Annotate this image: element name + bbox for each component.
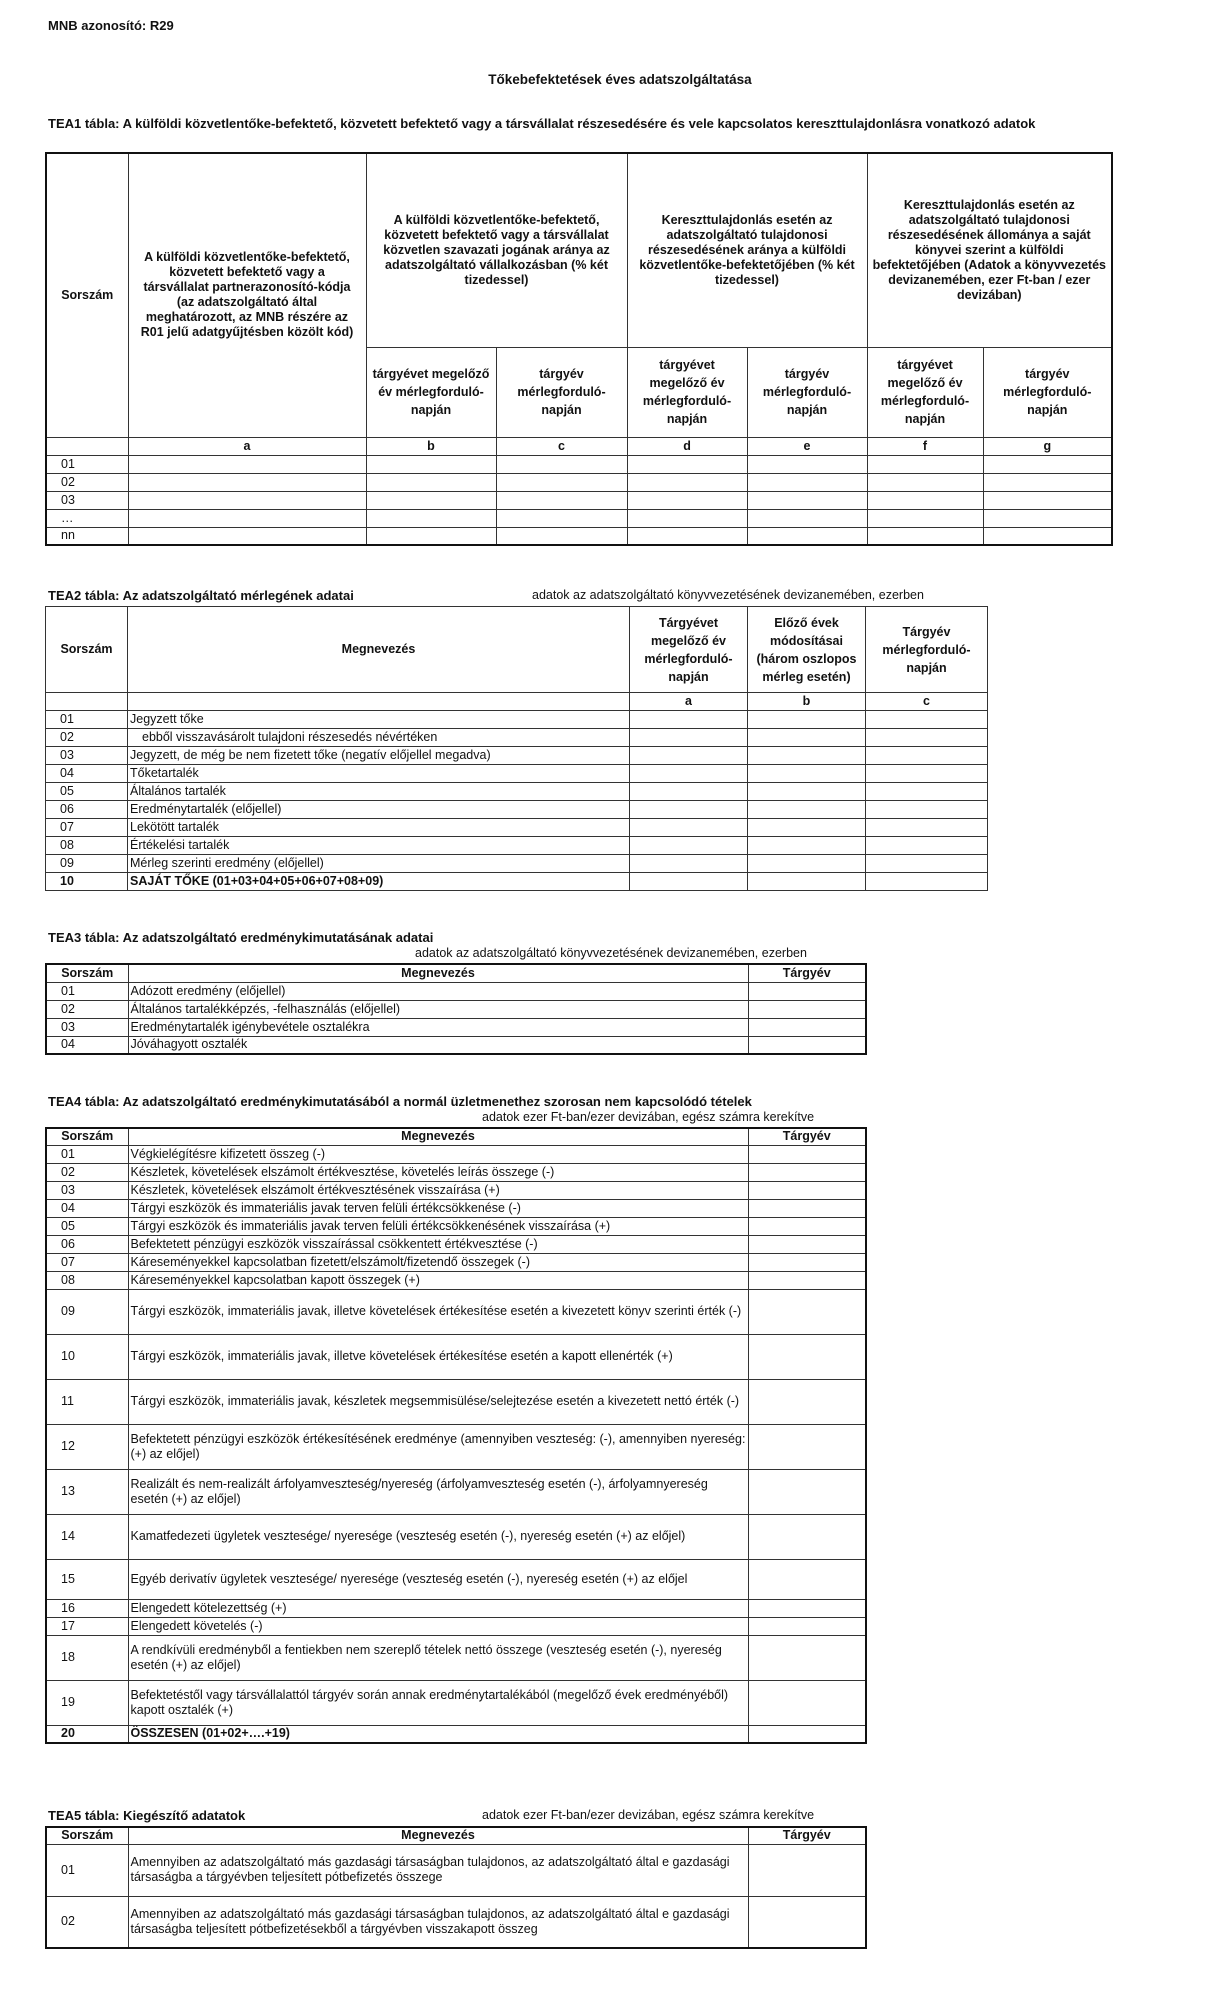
value-cell[interactable] — [866, 873, 988, 891]
cell[interactable] — [627, 509, 747, 527]
table-row — [46, 1000, 866, 1018]
row-label: Mérleg szerinti eredmény (előjellel) — [128, 855, 630, 873]
tea1-letter: a — [128, 437, 366, 455]
table-row — [46, 455, 1112, 473]
tea1-letter: e — [747, 437, 867, 455]
table-row — [46, 1271, 866, 1289]
tea1-sub-g: tárgyév mérlegforduló-napján — [983, 347, 1112, 437]
row-label: Jegyzett, de még be nem fizetett tőke (negatív előjellel megadva) — [128, 747, 630, 765]
table-row — [46, 1896, 866, 1948]
table-row — [46, 1680, 866, 1725]
value-cell[interactable] — [630, 783, 748, 801]
row-number: 09 — [46, 855, 128, 873]
row-label: Jegyzett tőke — [128, 711, 630, 729]
row-number: 09 — [46, 1289, 128, 1334]
table-row — [46, 491, 1112, 509]
row-number: 18 — [46, 1635, 128, 1680]
value-cell[interactable] — [748, 873, 866, 891]
value-cell[interactable] — [630, 837, 748, 855]
row-label: Eredménytartalék (előjellel) — [128, 801, 630, 819]
value-cell[interactable] — [748, 783, 866, 801]
tea2-letter: a — [630, 693, 748, 711]
table-row — [46, 1599, 866, 1617]
row-number: 04 — [46, 1199, 128, 1217]
row-label: Elengedett követelés (-) — [128, 1617, 748, 1635]
row-number: 07 — [46, 1253, 128, 1271]
tea1-sub-f: tárgyévet megelőző év mérlegforduló-napján — [867, 347, 983, 437]
row-label: Tárgyi eszközök, immateriális javak, készletek megsemmisülése/selejtezése esetén a kivezetett nettó érték (-) — [128, 1379, 748, 1424]
table-row — [46, 509, 1112, 527]
page-title: Tőkebefektetések éves adatszolgáltatása — [488, 72, 752, 87]
value-cell[interactable] — [748, 1253, 866, 1271]
tea4-table — [45, 1127, 867, 1744]
row-label: Tárgyi eszközök és immateriális javak terven felüli értékcsökkenése (-) — [128, 1199, 748, 1217]
row-number: 03 — [46, 1018, 128, 1036]
value-cell[interactable] — [748, 1018, 866, 1036]
value-cell[interactable] — [748, 1680, 866, 1725]
value-cell[interactable] — [748, 1559, 866, 1599]
row-number: 03 — [46, 1181, 128, 1199]
tea1-col-a-header: A külföldi közvetlentőke-befektető, közvetett befektető vagy a társvállalat partnerazonosító-kódja (az adatszolgáltató által meghatározott, az MNB részére az R01 jelű adatgyűjtésben közölt kód) — [128, 153, 366, 437]
tea2-note: adatok az adatszolgáltató könyvvezetésének devizanemében, ezerben — [532, 588, 924, 602]
cell[interactable] — [496, 455, 627, 473]
tea3-note: adatok az adatszolgáltató könyvvezetésének devizanemében, ezerben — [415, 946, 807, 960]
cell[interactable] — [747, 527, 867, 545]
cell[interactable] — [496, 527, 627, 545]
tea1-table — [45, 152, 1113, 546]
table-row — [46, 747, 988, 765]
tea4-sorszam-header: Sorszám — [46, 1128, 128, 1145]
row-number: 02 — [46, 1163, 128, 1181]
row-number: 11 — [46, 1379, 128, 1424]
value-cell[interactable] — [630, 819, 748, 837]
value-cell[interactable] — [748, 1844, 866, 1896]
value-cell[interactable] — [748, 1334, 866, 1379]
row-label: Befektetett pénzügyi eszközök visszaírással csökkentett értékvesztése (-) — [128, 1235, 748, 1253]
value-cell[interactable] — [748, 1000, 866, 1018]
value-cell[interactable] — [748, 1036, 866, 1054]
tea2-name-header: Megnevezés — [128, 607, 630, 693]
cell[interactable] — [983, 509, 1112, 527]
tea1-letter: d — [627, 437, 747, 455]
table-row — [46, 1181, 866, 1199]
value-cell[interactable] — [748, 1163, 866, 1181]
row-number: 12 — [46, 1424, 128, 1469]
mnb-id: MNB azonosító: R29 — [48, 18, 174, 33]
row-label: Lekötött tartalék — [128, 819, 630, 837]
row-label: Realizált és nem-realizált árfolyamveszteség/nyereség (árfolyamveszteség esetén (-), árfolyamnyereség esetén (+) az előjel) — [128, 1469, 748, 1514]
table-row — [46, 819, 988, 837]
row-number: 05 — [46, 783, 128, 801]
row-number: 01 — [46, 982, 128, 1000]
table-row — [46, 1334, 866, 1379]
tea5-value-header: Tárgyév — [748, 1827, 866, 1844]
row-number: 01 — [46, 455, 128, 473]
table-row — [46, 1559, 866, 1599]
row-label: Káreseményekkel kapcsolatban fizetett/elszámolt/fizetendő összegek (-) — [128, 1253, 748, 1271]
value-cell[interactable] — [866, 855, 988, 873]
tea2-table — [45, 606, 988, 891]
cell[interactable] — [627, 473, 747, 491]
value-cell[interactable] — [748, 1235, 866, 1253]
tea1-col-fg-header: Kereszttulajdonlás esetén az adatszolgáltató tulajdonosi részesedésének állománya a saját könyvei szerint a külföldi befektetőjében (Adatok a könyvvezetés devizanemében, ezer Ft-ban / ezer devizában) — [867, 153, 1112, 347]
row-number: 01 — [46, 711, 128, 729]
tea2-letter-blank — [46, 693, 128, 711]
tea4-name-header: Megnevezés — [128, 1128, 748, 1145]
row-label: Egyéb derivatív ügyletek vesztesége/ nyeresége (veszteség esetén (-), nyereség esetén (+) az előjel — [128, 1559, 748, 1599]
row-label: SAJÁT TŐKE (01+03+04+05+06+07+08+09) — [128, 873, 630, 891]
row-number: 15 — [46, 1559, 128, 1599]
row-label: Elengedett kötelezettség (+) — [128, 1599, 748, 1617]
row-label: Adózott eredmény (előjellel) — [128, 982, 748, 1000]
cell[interactable] — [366, 509, 496, 527]
row-number: 17 — [46, 1617, 128, 1635]
tea2-col-c-header: Tárgyév mérlegforduló-napján — [866, 607, 988, 693]
row-number: 14 — [46, 1514, 128, 1559]
tea5-name-header: Megnevezés — [128, 1827, 748, 1844]
tea1-sub-c: tárgyév mérlegforduló-napján — [496, 347, 627, 437]
value-cell[interactable] — [748, 1469, 866, 1514]
tea2-letter: c — [866, 693, 988, 711]
value-cell[interactable] — [748, 1217, 866, 1235]
table-row — [46, 855, 988, 873]
table-row — [46, 1145, 866, 1163]
table-row — [46, 1036, 866, 1054]
cell[interactable] — [983, 473, 1112, 491]
value-cell[interactable] — [748, 819, 866, 837]
tea3-name-header: Megnevezés — [128, 964, 748, 982]
value-cell[interactable] — [748, 1271, 866, 1289]
cell[interactable] — [867, 527, 983, 545]
value-cell[interactable] — [866, 711, 988, 729]
cell[interactable] — [867, 473, 983, 491]
cell[interactable] — [867, 509, 983, 527]
value-cell[interactable] — [748, 747, 866, 765]
row-number: 07 — [46, 819, 128, 837]
table-row — [46, 1514, 866, 1559]
row-label: Amennyiben az adatszolgáltató más gazdasági társaságban tulajdonos, az adatszolgáltató által e gazdasági társaságba a tárgyévben teljesített pótbefizetés összege — [128, 1844, 748, 1896]
row-number: 10 — [46, 873, 128, 891]
row-label: Általános tartalék — [128, 783, 630, 801]
cell[interactable] — [747, 509, 867, 527]
table-row — [46, 1217, 866, 1235]
cell[interactable] — [983, 455, 1112, 473]
tea1-col-bc-header: A külföldi közvetlentőke-befektető, közvetett befektető vagy a társvállalat közvetlen szavazati jogának aránya az adatszolgáltató vállalkozásban (% két tizedessel) — [366, 153, 627, 347]
table-row — [46, 765, 988, 783]
cell[interactable] — [496, 509, 627, 527]
row-number: 20 — [46, 1725, 128, 1743]
cell[interactable] — [128, 491, 366, 509]
value-cell[interactable] — [866, 837, 988, 855]
cell[interactable] — [366, 491, 496, 509]
row-label: Tárgyi eszközök, immateriális javak, illetve követelések értékesítése esetén a kivezetett könyv szerinti érték (-) — [128, 1289, 748, 1334]
cell[interactable] — [983, 491, 1112, 509]
tea2-letter-blank — [128, 693, 630, 711]
value-cell[interactable] — [748, 1199, 866, 1217]
value-cell[interactable] — [630, 801, 748, 819]
tea2-caption: TEA2 tábla: Az adatszolgáltató mérlegének adatai — [48, 588, 354, 603]
tea1-letter: b — [366, 437, 496, 455]
tea1-letter: f — [867, 437, 983, 455]
table-row — [46, 473, 1112, 491]
cell[interactable] — [366, 473, 496, 491]
tea5-caption: TEA5 tábla: Kiegészítő adatatok — [48, 1808, 246, 1823]
cell[interactable] — [867, 491, 983, 509]
cell[interactable] — [867, 455, 983, 473]
row-number: 13 — [46, 1469, 128, 1514]
row-label: Kamatfedezeti ügyletek vesztesége/ nyeresége (veszteség esetén (-), nyereség esetén (+) az előjel) — [128, 1514, 748, 1559]
tea1-col-de-header: Kereszttulajdonlás esetén az adatszolgáltató tulajdonosi részesedésének aránya a külföldi közvetlentőke-befektetőjében (% két tizedessel) — [627, 153, 867, 347]
row-label: ÖSSZESEN (01+02+….+19) — [128, 1725, 748, 1743]
row-label: Befektetéstől vagy társvállalattól tárgyév során annak eredménytartalékából (megelőző évek eredményéből) kapott osztalék (+) — [128, 1680, 748, 1725]
cell[interactable] — [627, 527, 747, 545]
table-row — [46, 1235, 866, 1253]
row-number: 01 — [46, 1844, 128, 1896]
value-cell[interactable] — [748, 1379, 866, 1424]
cell[interactable] — [366, 455, 496, 473]
value-cell[interactable] — [748, 765, 866, 783]
table-row — [46, 982, 866, 1000]
value-cell[interactable] — [748, 729, 866, 747]
tea4-caption: TEA4 tábla: Az adatszolgáltató eredménykimutatásából a normál üzletmenethez szorosan nem kapcsolódó tételek — [48, 1094, 752, 1109]
value-cell[interactable] — [630, 711, 748, 729]
value-cell[interactable] — [748, 837, 866, 855]
tea1-letter: c — [496, 437, 627, 455]
tea2-sorszam-header: Sorszám — [46, 607, 128, 693]
row-number: nn — [46, 527, 128, 545]
table-row — [46, 873, 988, 891]
value-cell[interactable] — [630, 873, 748, 891]
table-row — [46, 527, 1112, 545]
value-cell[interactable] — [748, 982, 866, 1000]
value-cell[interactable] — [748, 1635, 866, 1680]
cell[interactable] — [128, 509, 366, 527]
row-label: Tőketartalék — [128, 765, 630, 783]
table-row — [46, 1163, 866, 1181]
table-row — [46, 1018, 866, 1036]
row-number: … — [46, 509, 128, 527]
value-cell[interactable] — [748, 1145, 866, 1163]
row-number: 04 — [46, 765, 128, 783]
row-number: 02 — [46, 729, 128, 747]
value-cell[interactable] — [630, 729, 748, 747]
table-row — [46, 1424, 866, 1469]
table-row — [46, 1725, 866, 1743]
tea3-table — [45, 963, 867, 1055]
table-row — [46, 1635, 866, 1680]
table-row — [46, 711, 988, 729]
table-row — [46, 801, 988, 819]
cell[interactable] — [128, 473, 366, 491]
cell[interactable] — [747, 473, 867, 491]
value-cell[interactable] — [748, 801, 866, 819]
tea5-table — [45, 1826, 867, 1949]
value-cell[interactable] — [748, 1617, 866, 1635]
tea4-value-header: Tárgyév — [748, 1128, 866, 1145]
tea1-sorszam-header: Sorszám — [46, 153, 128, 437]
row-label: Általános tartalékképzés, -felhasználás (előjellel) — [128, 1000, 748, 1018]
value-cell[interactable] — [866, 729, 988, 747]
tea1-sub-b: tárgyévet megelőző év mérlegforduló-napján — [366, 347, 496, 437]
row-number: 10 — [46, 1334, 128, 1379]
row-label: Eredménytartalék igénybevétele osztalékra — [128, 1018, 748, 1036]
tea1-sub-d: tárgyévet megelőző év mérlegforduló-napján — [627, 347, 747, 437]
row-label: Tárgyi eszközök és immateriális javak terven felüli értékcsökkenésének visszaírása (+) — [128, 1217, 748, 1235]
row-number: 02 — [46, 473, 128, 491]
row-number: 02 — [46, 1000, 128, 1018]
row-number: 02 — [46, 1896, 128, 1948]
value-cell[interactable] — [748, 1514, 866, 1559]
tea1-caption: TEA1 tábla: A külföldi közvetlentőke-befektető, közvetett befektető vagy a társvállalat részesedésére és vele kapcsolatos kereszttulajdonlásra vonatkozó adatok — [48, 116, 1036, 131]
row-label: Káreseményekkel kapcsolatban kapott összegek (+) — [128, 1271, 748, 1289]
row-label: Jóváhagyott osztalék — [128, 1036, 748, 1054]
tea3-value-header: Tárgyév — [748, 964, 866, 982]
tea2-col-b-header: Előző évek módosításai (három oszlopos mérleg esetén) — [748, 607, 866, 693]
table-row — [46, 783, 988, 801]
tea3-caption: TEA3 tábla: Az adatszolgáltató eredménykimutatásának adatai — [48, 930, 434, 945]
value-cell[interactable] — [630, 765, 748, 783]
cell[interactable] — [747, 491, 867, 509]
tea2-col-a-header: Tárgyévet megelőző év mérlegforduló-napján — [630, 607, 748, 693]
row-number: 16 — [46, 1599, 128, 1617]
value-cell[interactable] — [630, 747, 748, 765]
row-number: 04 — [46, 1036, 128, 1054]
tea1-sub-e: tárgyév mérlegforduló-napján — [747, 347, 867, 437]
row-number: 08 — [46, 837, 128, 855]
row-number: 05 — [46, 1217, 128, 1235]
table-row — [46, 1379, 866, 1424]
tea4-note: adatok ezer Ft-ban/ezer devizában, egész számra kerekítve — [482, 1110, 815, 1124]
table-row — [46, 1199, 866, 1217]
row-label: Tárgyi eszközök, immateriális javak, illetve követelések értékesítése esetén a kapott ellenérték (+) — [128, 1334, 748, 1379]
value-cell[interactable] — [748, 1725, 866, 1743]
cell[interactable] — [496, 473, 627, 491]
table-row — [46, 729, 988, 747]
row-number: 03 — [46, 491, 128, 509]
table-row — [46, 1469, 866, 1514]
value-cell[interactable] — [866, 765, 988, 783]
value-cell[interactable] — [748, 855, 866, 873]
row-label: Értékelési tartalék — [128, 837, 630, 855]
row-label: Végkielégítésre kifizetett összeg (-) — [128, 1145, 748, 1163]
cell[interactable] — [128, 455, 366, 473]
tea1-letter-blank — [46, 437, 128, 455]
table-row — [46, 837, 988, 855]
row-number: 08 — [46, 1271, 128, 1289]
row-label: ebből visszavásárolt tulajdoni részesedés névértéken — [128, 729, 630, 747]
table-row — [46, 1617, 866, 1635]
row-label: Befektetett pénzügyi eszközök értékesítésének eredménye (amennyiben veszteség: (-), amennyiben nyereség: (+) az előjel) — [128, 1424, 748, 1469]
row-number: 06 — [46, 801, 128, 819]
value-cell[interactable] — [866, 819, 988, 837]
cell[interactable] — [366, 527, 496, 545]
row-label: A rendkívüli eredményből a fentiekben nem szereplő tételek nettó összege (veszteség esetén (-), nyereség esetén (+) az előjel) — [128, 1635, 748, 1680]
value-cell[interactable] — [748, 711, 866, 729]
cell[interactable] — [747, 455, 867, 473]
row-number: 01 — [46, 1145, 128, 1163]
tea1-letter: g — [983, 437, 1112, 455]
value-cell[interactable] — [748, 1896, 866, 1948]
value-cell[interactable] — [866, 801, 988, 819]
tea2-letter: b — [748, 693, 866, 711]
cell[interactable] — [496, 491, 627, 509]
cell[interactable] — [983, 527, 1112, 545]
row-label: Amennyiben az adatszolgáltató más gazdasági társaságban tulajdonos, az adatszolgáltató által e gazdasági társaságba teljesített pótbefizetésekből a tárgyévben visszakapott összeg — [128, 1896, 748, 1948]
value-cell[interactable] — [748, 1181, 866, 1199]
row-number: 03 — [46, 747, 128, 765]
value-cell[interactable] — [866, 747, 988, 765]
tea5-sorszam-header: Sorszám — [46, 1827, 128, 1844]
cell[interactable] — [627, 491, 747, 509]
value-cell[interactable] — [630, 855, 748, 873]
tea3-sorszam-header: Sorszám — [46, 964, 128, 982]
row-number: 06 — [46, 1235, 128, 1253]
tea5-note: adatok ezer Ft-ban/ezer devizában, egész számra kerekítve — [482, 1808, 815, 1822]
cell[interactable] — [627, 455, 747, 473]
row-number: 19 — [46, 1680, 128, 1725]
value-cell[interactable] — [866, 783, 988, 801]
value-cell[interactable] — [748, 1289, 866, 1334]
cell[interactable] — [128, 527, 366, 545]
value-cell[interactable] — [748, 1599, 866, 1617]
table-row — [46, 1844, 866, 1896]
table-row — [46, 1253, 866, 1271]
value-cell[interactable] — [748, 1424, 866, 1469]
row-label: Készletek, követelések elszámolt értékvesztésének visszaírása (+) — [128, 1181, 748, 1199]
row-label: Készletek, követelések elszámolt értékvesztése, követelés leírás összege (-) — [128, 1163, 748, 1181]
table-row — [46, 1289, 866, 1334]
